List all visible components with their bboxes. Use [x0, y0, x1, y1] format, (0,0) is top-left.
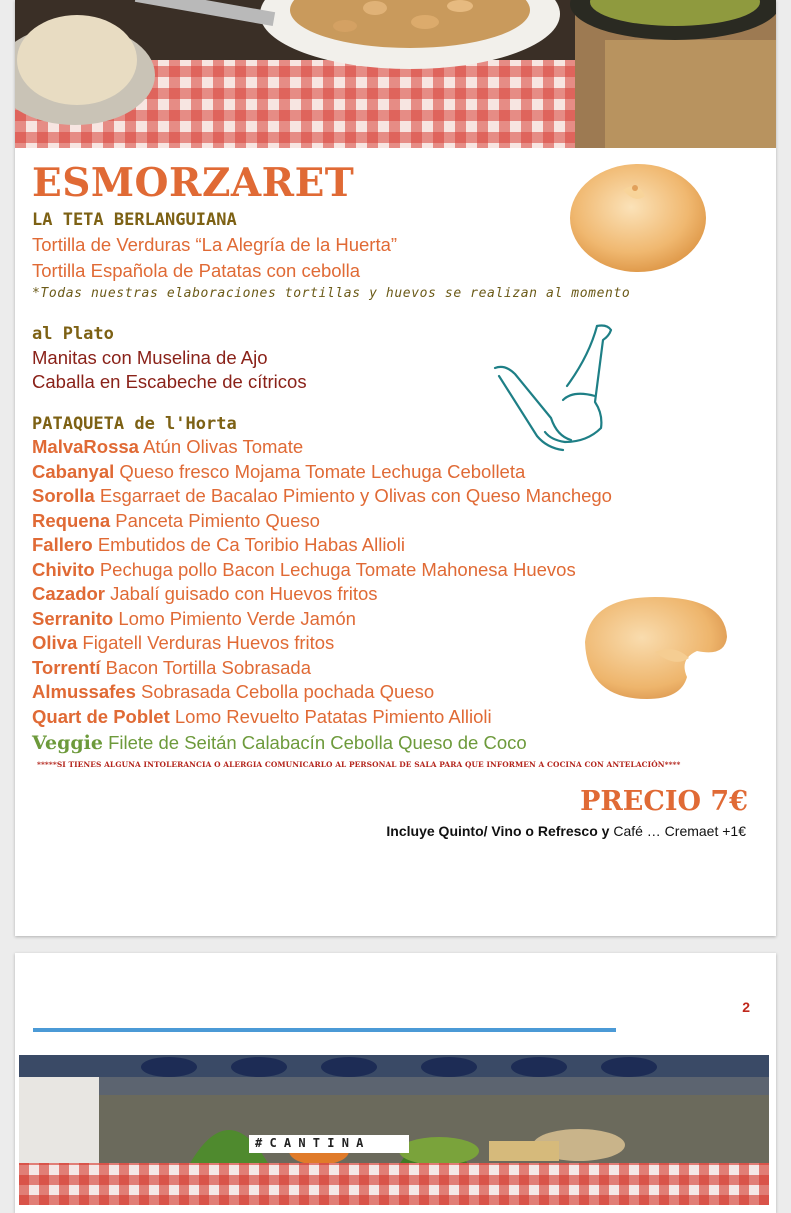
sandwich-item	[32, 656, 311, 680]
porron-sketch-image	[493, 320, 633, 465]
sandwich-item	[32, 509, 320, 533]
tortilla-item: Tortilla Española de Patatas con cebolla	[32, 260, 361, 281]
sandwich-name: Oliva	[32, 632, 78, 653]
includes-rest-text: Café … Cremaet +1€	[609, 823, 746, 839]
sandwich-item	[32, 582, 378, 606]
menu-title: ESMORZARET	[32, 160, 355, 206]
sandwich-item	[32, 631, 334, 655]
veggie-name: Veggie	[32, 732, 103, 754]
divider-line	[33, 1028, 616, 1032]
sandwich-item	[32, 484, 612, 508]
sandwich-desc: Figatell Verduras Huevos fritos	[82, 632, 335, 653]
sandwich-desc: Pechuga pollo Bacon Lechuga Tomate Mahonesa Huevos	[99, 558, 576, 580]
page-number: 2	[742, 999, 750, 1015]
sandwich-name: Chivito	[32, 558, 95, 580]
bread-roll-image	[563, 160, 713, 285]
sandwich-name: Cazador	[32, 583, 105, 604]
sandwich-desc: Lomo Revuelto Patatas Pimiento Allioli	[174, 705, 492, 727]
sandwich-desc: Esgarraet de Bacalao Pimiento y Olivas con Queso Manchego	[99, 485, 612, 506]
sandwich-desc: Sobrasada Cebolla pochada Queso	[141, 681, 435, 702]
menu-page-2	[15, 953, 776, 1213]
sandwich-name: Almussafes	[32, 681, 136, 702]
sandwich-item	[32, 460, 525, 484]
sandwich-name: Quart de Poblet	[32, 705, 170, 727]
sandwich-desc: Embutidos de Ca Toribio Habas Allioli	[97, 534, 405, 555]
allergy-notice: *****SI TIENES ALGUNA INTOLERANCIA O ALERGIA COMUNICARLO AL PERSONAL DE SALA PARA QUE INFORMEN A COCINA CON ANTELACIÓN****	[37, 760, 681, 769]
sandwich-desc: Atún Olivas Tomate	[143, 436, 304, 457]
section-heading-teta: LA TETA BERLANGUIANA	[32, 210, 237, 230]
sandwich-desc: Jabalí guisado con Huevos fritos	[110, 583, 378, 604]
menu-page-1	[15, 0, 776, 936]
sandwich-item	[32, 705, 492, 729]
tortilla-item: Tortilla de Verduras “La Alegría de la Huerta”	[32, 234, 398, 255]
sandwich-item	[32, 435, 303, 459]
price-includes	[386, 823, 746, 839]
plato-item: Caballa en Escabeche de cítricos	[32, 371, 307, 392]
sandwich-desc: Bacon Tortilla Sobrasada	[105, 656, 312, 678]
sandwich-item	[32, 680, 434, 704]
sandwich-desc: Lomo Pimiento Verde Jamón	[118, 607, 356, 629]
price: PRECIO 7€	[580, 786, 748, 817]
header-photo-food-table	[15, 0, 776, 148]
veggie-desc: Filete de Seitán Calabacín Cebolla Queso de Coco	[108, 732, 527, 753]
bread-bun-image	[575, 592, 730, 712]
sandwich-name: MalvaRossa	[32, 436, 139, 457]
sandwich-name: Serranito	[32, 607, 114, 629]
sandwich-item	[32, 607, 356, 631]
sandwich-name: Sorolla	[32, 485, 95, 506]
plato-item: Manitas con Muselina de Ajo	[32, 347, 268, 368]
section-heading-pataqueta: PATAQUETA de l'Horta	[32, 414, 237, 434]
sandwich-name: Fallero	[32, 534, 93, 555]
sandwich-desc: Queso fresco Mojama Tomate Lechuga Cebolleta	[119, 460, 526, 482]
preparation-note: *Todas nuestras elaboraciones tortillas y huevos se realizan al momento	[32, 286, 631, 301]
cantina-counter-photo	[19, 1055, 769, 1205]
sandwich-item	[32, 533, 405, 557]
cantina-sign-text: # C A N T I N A	[255, 1136, 364, 1150]
sandwich-desc: Panceta Pimiento Queso	[115, 509, 320, 531]
sandwich-name: Requena	[32, 509, 111, 531]
sandwich-item	[32, 558, 576, 582]
section-heading-plato: al Plato	[32, 324, 114, 344]
sandwich-name: Torrentí	[32, 656, 101, 678]
includes-bold-text: Incluye Quinto/ Vino o Refresco y	[386, 823, 610, 839]
veggie-item	[32, 731, 527, 755]
sandwich-name: Cabanyal	[32, 460, 115, 482]
